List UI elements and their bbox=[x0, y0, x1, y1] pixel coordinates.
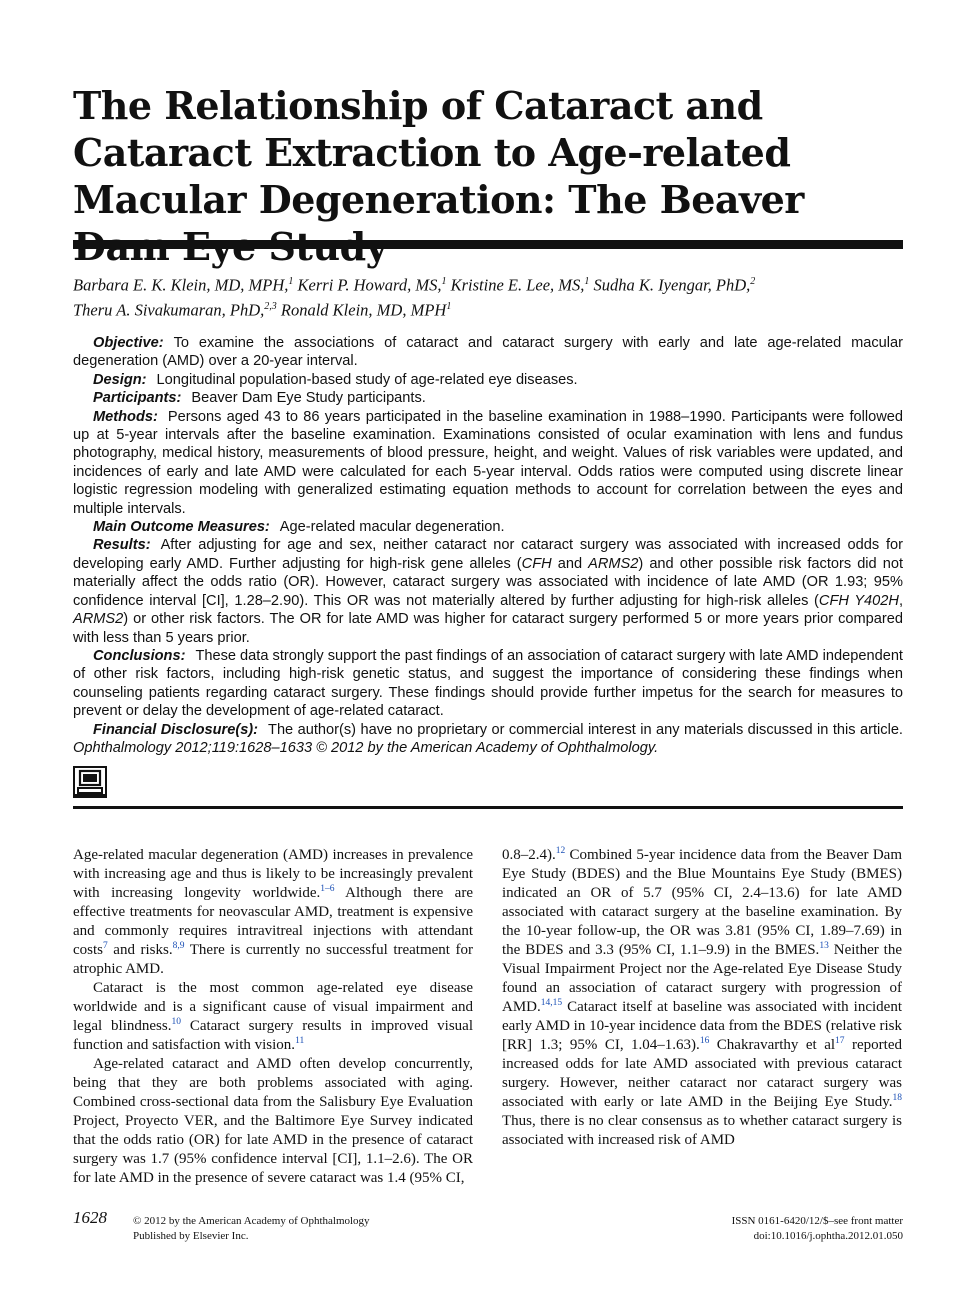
body-text: Age-related macular degeneration (AMD) increases in prevalence with increasing age and thus is likely to be increasingly prevalent with increasing longevity worldwide. bbox=[73, 847, 473, 901]
citation: Ophthalmology 2012;119:1628–1633 © 2012 by the American Academy of Ophthalmology. bbox=[73, 739, 659, 756]
abstract-results bbox=[73, 536, 903, 646]
body-text: Cataract is the most common age-related eye disease worldwide and is a significant cause of visual impairment and legal blindness. bbox=[73, 980, 473, 1034]
citation-ref[interactable]: 1–6 bbox=[320, 884, 335, 894]
abstract-label: Main Outcome Measures: bbox=[93, 519, 270, 536]
body-text: Neither the Visual Impairment Project nor the Age-related Eye Disease Study found an association of cataract surgery with progression of AMD. bbox=[502, 942, 902, 1015]
publisher-line: Published by Elsevier Inc. bbox=[133, 1230, 249, 1242]
abstract-outcome bbox=[73, 518, 903, 536]
citation-ref[interactable]: 7 bbox=[103, 941, 108, 951]
abstract-label: Design: bbox=[93, 371, 147, 388]
abstract-methods bbox=[73, 408, 903, 518]
author: Kerri P. Howard, MS, bbox=[297, 275, 442, 295]
issn-line: ISSN 0161-6420/12/$–see front matter bbox=[731, 1215, 903, 1227]
abstract-text: ) or other risk factors. The OR for late AMD was higher for cataract surgery performed 5 or more years prior compared with less than 5 years prior. bbox=[73, 611, 903, 646]
computer-monitor-icon[interactable] bbox=[73, 766, 107, 798]
abstract-text: Longitudinal population-based study of age-related eye diseases. bbox=[156, 371, 578, 388]
abstract-text: Persons aged 43 to 86 years participated in the baseline examination in 1988–1990. Participants were followed up at 5-year intervals after the baseline examination. Examinations consisted of ocular examination with lens and fundus photography, medical history, measurements of blood pressure, height, and weight. Values of risk variables were updated, and incidences of early and late AMD were calculated for each 5-year interval. Odds ratios were computed using discrete linear logistic regression modeling with generalized estimating equation methods to account for correlation between the eyes and multiple intervals. bbox=[73, 408, 903, 517]
author-affiliation: 1 bbox=[288, 276, 294, 287]
abstract-text: Age-related macular degeneration. bbox=[279, 519, 505, 536]
body-paragraph bbox=[502, 846, 902, 1150]
citation-ref[interactable]: 14,15 bbox=[540, 998, 563, 1008]
body-text: and risks. bbox=[107, 942, 173, 958]
abstract-label: Financial Disclosure(s): bbox=[93, 721, 259, 738]
body-column-right bbox=[502, 846, 902, 1150]
gene-name: ARMS2 bbox=[73, 611, 124, 628]
abstract-objective bbox=[73, 334, 903, 371]
author-affiliation: 1 bbox=[446, 300, 452, 312]
body-text: Chakravarthy et al bbox=[709, 1037, 836, 1053]
abstract-text: These data strongly support the past findings of an association of cataract surgery with late AMD independent of other risk factors, including high-risk genetic status, and suggest the importance of considering these findings when counseling patients regarding cataract surgery. These findings should provide further impetus for the search for measures to prevent or delay the development of age-related cataract. bbox=[73, 647, 903, 720]
article-title: The Relationship of Cataract and Cataract Extraction to Age-related Macular Degeneration: The Beaver bbox=[73, 83, 804, 222]
citation-ref[interactable]: 8,9 bbox=[172, 941, 185, 951]
abstract-text: and bbox=[551, 555, 589, 572]
body-column-left bbox=[73, 846, 473, 1188]
gene-name: CFH Y402H bbox=[818, 592, 899, 609]
author-affiliation: 1 bbox=[441, 276, 447, 287]
body-text: Age-related cataract and AMD often develop concurrently, being that they are both problems associated with aging. Combined cross-sectional data from the Salisbury Eye Evaluation Project, Proyecto VER, and the Baltimore Eye Survey indicated that the odds ratio (OR) for late AMD in the presence of cataract surgery was 1.7 (95% confidence interval [CI], 1.1–2.6). The OR for late AMD in the presence of severe cataract was 1.4 (95% CI, bbox=[73, 1056, 473, 1186]
abstract-design bbox=[73, 371, 903, 389]
body-text: 0.8–2.4). bbox=[502, 847, 556, 863]
gene-name: CFH bbox=[521, 555, 552, 572]
abstract-label: Conclusions: bbox=[93, 647, 186, 664]
author: Kristine E. Lee, MS, bbox=[450, 275, 585, 295]
author-affiliation: 1 bbox=[584, 276, 590, 287]
author: Barbara E. K. Klein, MD, MPH, bbox=[73, 275, 289, 295]
body-paragraph bbox=[73, 846, 473, 979]
body-paragraph bbox=[73, 979, 473, 1055]
doi-line[interactable]: doi:10.1016/j.ophtha.2012.01.050 bbox=[753, 1230, 903, 1242]
citation-ref[interactable]: 13 bbox=[819, 941, 829, 951]
citation-ref[interactable]: 17 bbox=[835, 1036, 845, 1046]
author-list bbox=[73, 271, 903, 320]
abstract-conclusions bbox=[73, 647, 903, 721]
body-paragraph bbox=[73, 1055, 473, 1188]
body-text: Although there are effective treatments for neovascular AMD, treatment is expensive and commonly requires intravitreal injections with attendant costs bbox=[73, 885, 473, 958]
abstract-text: To examine the associations of cataract and cataract surgery with early and late age-related macular degeneration (AMD) over a 20-year interval. bbox=[73, 335, 903, 370]
abstract-label: Methods: bbox=[93, 408, 158, 425]
abstract-rule bbox=[73, 806, 903, 809]
abstract-label: Objective: bbox=[93, 335, 164, 351]
body-text: Combined 5-year incidence data from the Beaver Dam Eye Study (BDES) and the Blue Mountains Eye Study (BMES) indicated an OR of 5.7 (95% CI, 2.4–13.6) for late AMD associated with cataract surgery at the baseline examination. By the 10-year follow-up, the OR was 3.81 (95% CI, 1.89–7.69) in the BDES and 3.3 (95% CI, 1.1–9.9) in the BMES. bbox=[502, 847, 902, 958]
issn-info bbox=[732, 1214, 903, 1244]
abstract-participants bbox=[73, 389, 903, 407]
author-affiliation: 2,3 bbox=[264, 300, 277, 312]
body-text: reported increased odds for late AMD associated with previous cataract surgery. However, neither cataract nor cataract surgery was associated with early or late AMD in the Beijing Eye Study. bbox=[502, 1037, 902, 1110]
copyright-line: © 2012 by the American Academy of Ophthalmology bbox=[133, 1215, 370, 1227]
citation-ref[interactable]: 16 bbox=[699, 1036, 710, 1046]
citation-ref[interactable]: 11 bbox=[295, 1036, 305, 1046]
author: Sudha K. Iyengar, PhD, bbox=[593, 275, 751, 295]
abstract-text: After adjusting for age and sex, neither cataract nor cataract surgery was associated with increased odds for developing early AMD. Further adjusting for high-risk gene alleles ( bbox=[73, 537, 903, 572]
abstract-text: , bbox=[898, 592, 904, 609]
author-affiliation: 2 bbox=[750, 276, 756, 287]
abstract-disclosure bbox=[73, 721, 903, 758]
abstract bbox=[73, 334, 903, 757]
author: Ronald Klein, MD, MPH bbox=[280, 300, 447, 319]
abstract-label: Participants: bbox=[93, 390, 182, 407]
title-rule bbox=[73, 240, 903, 249]
publisher-info bbox=[133, 1214, 370, 1244]
abstract-text: ) and other possible risk factors did not materially affect the odds ratio (OR). However, cataract surgery was associated with incidence of late AMD (OR 1.93; 95% confidence interval [CI], 1.28–2.90). This OR was not materially altered by further adjusting for high-risk alleles ( bbox=[73, 555, 904, 609]
abstract-text: The author(s) have no proprietary or commercial interest in any materials discussed in this article. bbox=[268, 721, 903, 738]
body-text: Cataract itself at baseline was associated with incident early AMD in 10-year incidence data from the BDES (relative risk [RR] 1.3; 95% CI, 1.04–1.63). bbox=[502, 999, 902, 1053]
body-text: There is currently no successful treatment for atrophic AMD. bbox=[73, 942, 473, 977]
body-text: Cataract surgery results in improved visual function and satisfaction with vision. bbox=[73, 1018, 474, 1053]
citation-ref[interactable]: 18 bbox=[892, 1093, 902, 1103]
author: Theru A. Sivakumaran, PhD, bbox=[73, 300, 265, 319]
abstract-text: Beaver Dam Eye Study participants. bbox=[191, 390, 426, 407]
citation-ref[interactable]: 10 bbox=[171, 1017, 181, 1027]
body-text: Thus, there is no clear consensus as to whether cataract surgery is associated with increased risk of AMD bbox=[502, 1113, 902, 1148]
citation-ref[interactable]: 12 bbox=[555, 846, 566, 856]
abstract-label: Results: bbox=[93, 537, 151, 554]
gene-name: ARMS2 bbox=[588, 555, 639, 572]
page-number: 1628 bbox=[73, 1208, 107, 1227]
